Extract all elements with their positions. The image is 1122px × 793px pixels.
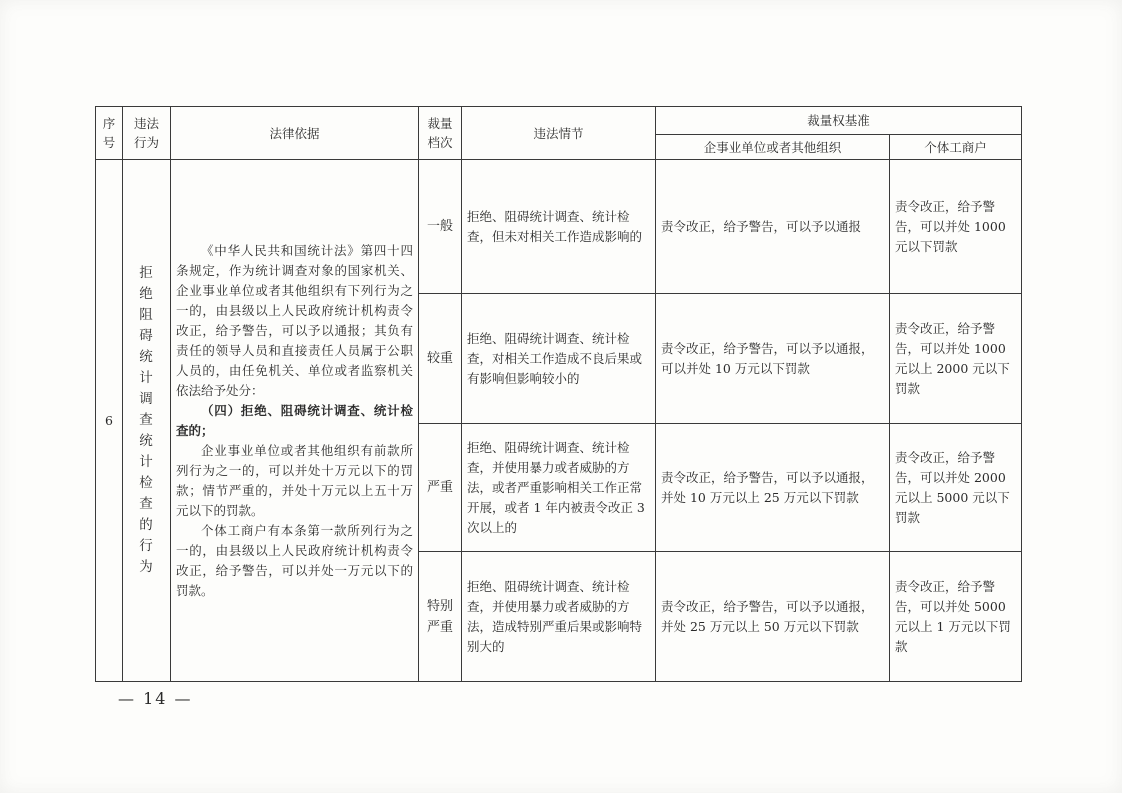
tier-circumstance: 拒绝、阻碍统计调查、统计检查，对相关工作造成不良后果或有影响但影响较小的	[462, 294, 656, 424]
tier-circumstance: 拒绝、阻碍统计调查、统计检查，并使用暴力或者威胁的方法，造成特别严重后果或影响特别大的	[462, 552, 656, 682]
tier-individual-penalty: 责令改正，给予警告，可以并处 5000 元以上 1 万元以下罚款	[890, 552, 1022, 682]
tier-enterprise-penalty: 责令改正，给予警告，可以予以通报，可以并处 10 万元以下罚款	[656, 294, 890, 424]
tier-circumstance: 拒绝、阻碍统计调查、统计检查，并使用暴力或者威胁的方法，或者严重影响相关工作正常开展，或者 1 年内被责令改正 3 次以上的	[462, 424, 656, 552]
tier-level: 较重	[419, 294, 462, 424]
header-benchmark: 裁量权基准	[656, 107, 1022, 135]
header-level: 裁量档次	[419, 107, 462, 160]
legal-basis-paragraph: 企业事业单位或者其他组织有前款所列行为之一的，可以并处十万元以下的罚款；情节严重的，并处十万元以上五十万元以下的罚款。	[176, 442, 413, 518]
row-seq: 6	[96, 160, 123, 682]
tier-circumstance: 拒绝、阻碍统计调查、统计检查，但未对相关工作造成影响的	[462, 160, 656, 294]
legal-basis-paragraph: 《中华人民共和国统计法》第四十四条规定，作为统计调查对象的国家机关、企业事业单位或者其他组织有下列行为之一的，由县级以上人民政府统计机构责令改正，给予警告，可以予以通报；其负有责任的领导人员和直接责任人员属于公职人员的，由任免机关、单位或者监察机关依法给予处分：	[176, 242, 413, 398]
tier-level: 严重	[419, 424, 462, 552]
header-circumstance: 违法情节	[462, 107, 656, 160]
tier-individual-penalty: 责令改正，给予警告，可以并处 2000 元以上 5000 元以下罚款	[890, 424, 1022, 552]
page-number: — 14 —	[118, 689, 193, 708]
tier-level: 一般	[419, 160, 462, 294]
tier-level: 特别严重	[419, 552, 462, 682]
tier-enterprise-penalty: 责令改正，给予警告，可以予以通报	[656, 160, 890, 294]
legal-basis-item-four: （四）拒绝、阻碍统计调查、统计检查的；	[176, 402, 413, 438]
header-individual: 个体工商户	[890, 135, 1022, 160]
tier-row	[96, 160, 1022, 294]
legal-basis-paragraph: 个体工商户有本条第一款所列行为之一的，由县级以上人民政府统计机构责令改正，给予警告，可以并处一万元以下的罚款。	[176, 522, 413, 598]
header-enterprise: 企事业单位或者其他组织	[656, 135, 890, 160]
tier-enterprise-penalty: 责令改正，给予警告，可以予以通报，并处 10 万元以上 25 万元以下罚款	[656, 424, 890, 552]
header-violation: 违法行为	[123, 107, 171, 160]
tier-individual-penalty: 责令改正，给予警告，可以并处 1000 元以上 2000 元以下罚款	[890, 294, 1022, 424]
header-row-1	[96, 107, 1022, 135]
row-violation: 拒绝阻碍统计调查统计检查的行为	[123, 160, 171, 682]
tier-individual-penalty: 责令改正，给予警告，可以并处 1000 元以下罚款	[890, 160, 1022, 294]
header-seq: 序号	[96, 107, 123, 160]
tier-enterprise-penalty: 责令改正，给予警告，可以予以通报，并处 25 万元以上 50 万元以下罚款	[656, 552, 890, 682]
header-legal-basis: 法律依据	[171, 107, 419, 160]
legal-basis-cell	[171, 160, 419, 682]
penalty-benchmark-table	[95, 106, 1022, 682]
